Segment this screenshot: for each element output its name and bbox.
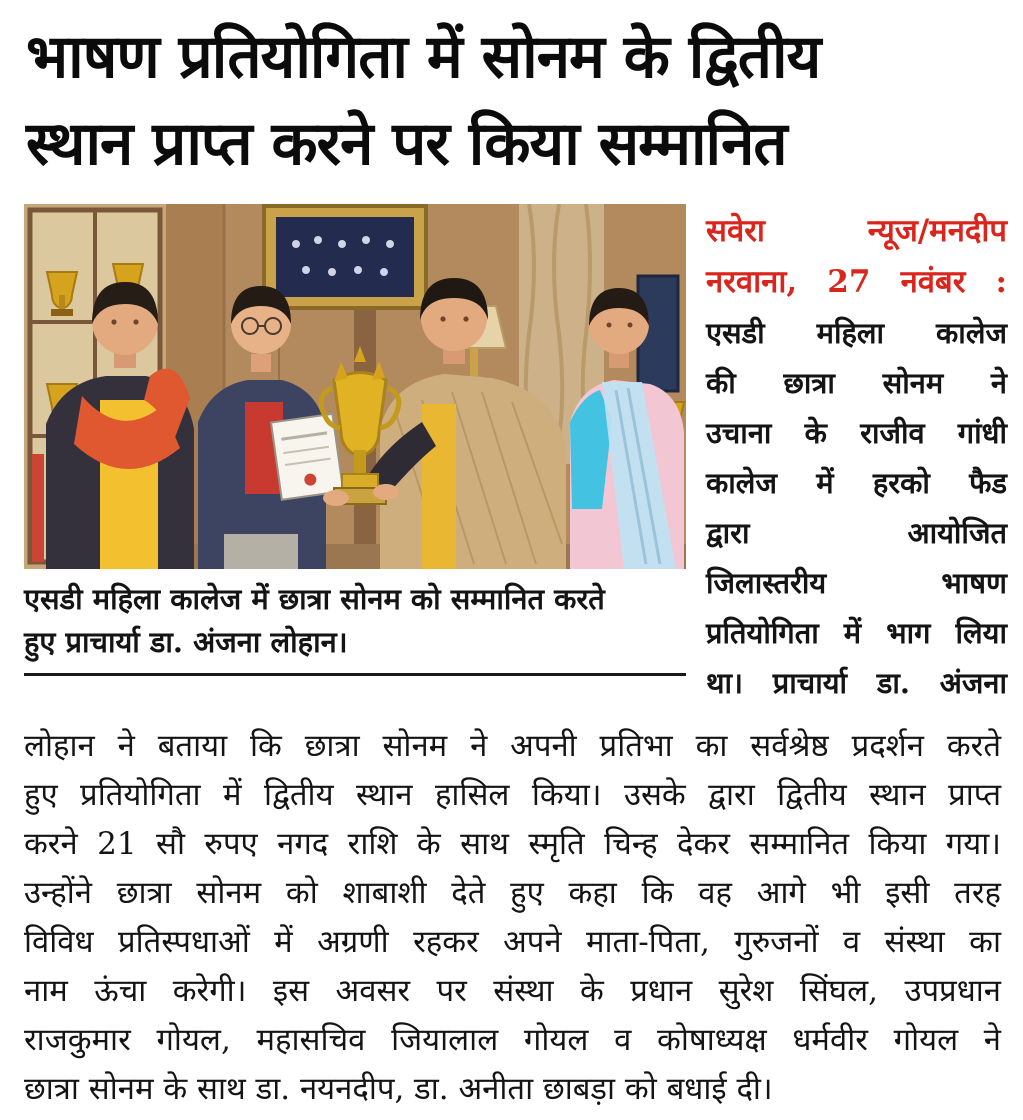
text-line: करने 21 सौ रुपए नगद राशि के साथ स्मृति चिन्ह देकर सम्मानित किया गया। — [24, 826, 1001, 862]
headline — [26, 14, 1003, 188]
lede-column — [706, 204, 1007, 708]
dateline — [706, 206, 1007, 308]
text-line: नाम ऊंचा करेगी। इस अवसर पर संस्था के प्रधान सुरेश सिंघल, उपप्रधान — [24, 973, 1001, 1009]
text-line: द्वारा आयोजित — [706, 516, 1007, 550]
text-line: हुए प्राचार्या डा. अंजना लोहान। — [24, 625, 348, 659]
text-line: एसडी महिला कालेज — [706, 316, 1007, 350]
caption-divider — [24, 673, 686, 676]
photo-caption — [24, 578, 686, 664]
photo-column — [24, 204, 686, 676]
news-photo — [24, 204, 686, 569]
text-line: लोहान ने बताया कि छात्रा सोनम ने अपनी प्रतिभा का सर्वश्रेष्ठ प्रदर्शन करते — [24, 728, 1001, 764]
text-line: भाषण प्रतियोगिता में सोनम के द्वितीय — [26, 22, 821, 92]
text-line: प्रतियोगिता में भाग लिया — [706, 616, 1007, 650]
text-line: सवेरा न्यूज/मनदीप — [706, 213, 1007, 249]
text-line: जिलास्तरीय भाषण — [706, 566, 1007, 600]
red-ribbon — [32, 454, 44, 562]
article-body — [24, 722, 1007, 1114]
text-line: कालेज में हरको फैड — [706, 466, 1007, 500]
text-line: विविध प्रतिस्पधाओं में अग्रणी रहकर अपने माता-पिता, गुरुजनों व संस्था का — [24, 924, 1001, 960]
text-line: छात्रा सोनम के साथ डा. नयनदीप, डा. अनीता छाबड़ा को बधाई दी। — [24, 1071, 773, 1107]
news-photo-illustration — [24, 204, 686, 569]
news-photo-figure — [24, 204, 686, 664]
text-line: नरवाना, 27 नवंबर : — [706, 264, 1007, 300]
text-line: उचाना के राजीव गांधी — [706, 416, 1007, 450]
text-line: था। प्राचार्या डा. अंजना — [706, 666, 1007, 700]
framed-group-photo — [264, 206, 426, 308]
text-line: राजकुमार गोयल, महासचिव जियालाल गोयल व कोषाध्यक्ष धर्मवीर गोयल ने — [24, 1022, 1001, 1058]
text-line: स्थान प्राप्त करने पर किया सम्मानित — [26, 109, 787, 179]
lede-text — [706, 308, 1007, 708]
text-line: उन्होंने छात्रा सोनम को शाबाशी देते हुए कहा कि वह आगे भी इसी तरह — [24, 875, 1001, 911]
text-line: हुए प्रतियोगिता में द्वितीय स्थान हासिल किया। उसके द्वारा द्वितीय स्थान प्राप्त — [24, 777, 1001, 813]
text-line: एसडी महिला कालेज में छात्रा सोनम को सम्मानित करते — [24, 582, 605, 616]
content-row — [24, 204, 1007, 708]
text-line: की छात्रा सोनम ने — [706, 366, 1007, 400]
